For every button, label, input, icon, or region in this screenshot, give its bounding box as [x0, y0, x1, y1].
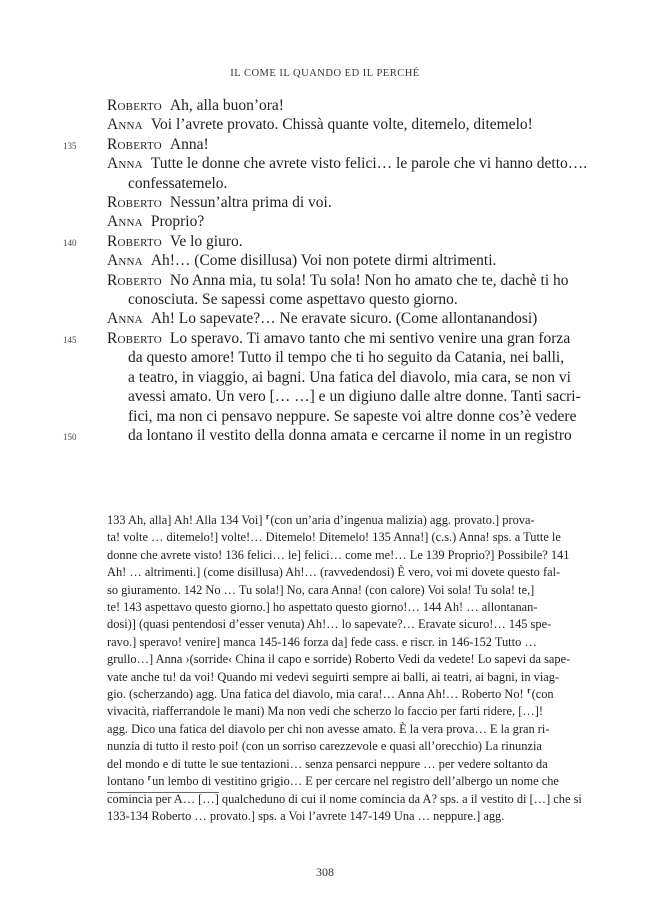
apparatus-line: comincia per A… […] qualcheduno di cui il nome comincia da A? sps. a il vestito di […] che si: [107, 791, 582, 806]
dialogue-speech: Ah! Lo sapevate?… Ne eravate sicuro. (Come allontanandosi): [150, 310, 538, 328]
dialogue-speech: Ah, alla buon’ora!: [169, 97, 284, 114]
dialogue-line: [63, 135, 539, 154]
dialogue-text: [63, 96, 588, 445]
dialogue-speech: Anna!: [169, 135, 209, 153]
apparatus-line: te! 143 aspettavo questo giorno.] ho aspettato questo giorno!… 144 Ah! … allontanan-: [107, 600, 538, 615]
speaker-name: Roberto: [107, 135, 162, 153]
apparatus-line: vivacità, riafferrandole le mani) Ma non vedi che scherzo lo faccio per farti ridere, […]!: [107, 704, 543, 719]
apparatus-line: lontano ⸢un lembo di vestitino grigio… E per cercare nel registro dell’albergo un nome che: [107, 774, 559, 789]
apparatus-line: del mondo e di tutte le sue tentazioni… senza pensarci neppure … per vedere soltanto da: [107, 756, 548, 771]
dialogue-speech: Ah!… (Come disillusa) Voi non potete dirmi altrimenti.: [150, 252, 497, 270]
dialogue-line: [63, 232, 539, 251]
speaker-name: Roberto: [107, 97, 162, 114]
dialogue-line: [107, 309, 539, 328]
line-number: 135: [63, 140, 77, 151]
dialogue-speech: Nessun’altra prima di voi.: [169, 194, 332, 212]
dialogue-line: [107, 290, 539, 309]
speaker-name: Anna: [107, 252, 143, 270]
dialogue-line: [63, 426, 572, 445]
dialogue-line: [107, 96, 539, 115]
apparatus-line: vate anche tu! da voi! Quando mi vedevi seguirti sempre ai balli, ai teatri, ai bagni, in viag-: [107, 669, 560, 684]
line-number: 140: [63, 237, 77, 248]
apparatus-line: Ah! … altrimenti.] (come disillusa) Ah!… (ravvedendosi) È vero, voi mi dovete questo fal-: [107, 565, 561, 580]
line-number: 145: [63, 334, 77, 345]
apparatus-line: grullo…] Anna ›(sorride‹ China il capo e sorride) Roberto Vedi da vedete! Lo sapevi da sape-: [107, 652, 571, 667]
dialogue-speech: Ve lo giuro.: [169, 232, 243, 250]
apparatus-line: ta! volte … ditemelo!] volte!… Ditemelo! Ditemelo! 135 Anna!] (c.s.) Anna! sps. a Tutte le: [107, 530, 561, 545]
dialogue-line: [107, 174, 539, 193]
speaker-name: Roberto: [107, 271, 162, 289]
dialogue-speech: da lontano il vestito della donna amata e cercarne il nome in un registro: [128, 426, 572, 444]
dialogue-line: [107, 407, 577, 426]
dialogue-speech: a teatro, in viaggio, ai bagni. Una fatica del diavolo, mia cara, se non vi: [128, 368, 571, 386]
apparatus-line: donne che avrete visto! 136 felici… le] felici… come me!… Le 139 Proprio?] Possibile? 141: [107, 547, 570, 562]
dialogue-speech: confessatemelo.: [128, 174, 228, 192]
dialogue-line: [107, 193, 539, 212]
apparatus-line: 133 Ah, alla] Ah! Alla 134 Voi] ⸢(con un’aria d’ingenua malizia) agg. provato.] prova-: [107, 513, 535, 527]
dialogue-speech: conosciuta. Se sapessi come aspettavo questo giorno.: [128, 291, 458, 309]
dialogue-line: [107, 115, 539, 134]
dialogue-speech: Tutte le donne che avrete visto felici… le parole che vi hanno detto….: [150, 155, 588, 173]
dialogue-speech: avessi amato. Un vero [… …] e un digiuno dalle altre donne. Tanti sacri-: [128, 388, 581, 406]
speaker-name: Anna: [107, 213, 143, 231]
apparatus-line: gio. (scherzando) agg. Una fatica del diavolo, mia cara!… Anna Ah!… Roberto No! ⸢(con: [107, 687, 554, 702]
speaker-name: Roberto: [107, 232, 162, 250]
dialogue-line: [107, 251, 539, 270]
dialogue-speech: Voi l’avrete provato. Chissà quante volte, ditemelo, ditemelo!: [150, 116, 533, 134]
dialogue-line: [107, 271, 569, 290]
dialogue-speech: da questo amore! Tutto il tempo che ti ho seguito da Catania, nei balli,: [128, 349, 565, 367]
dialogue-speech: fici, ma non ci pensavo neppure. Se sapeste voi altre donne cos’è vedere: [128, 407, 577, 425]
apparatus-line: ravo.] speravo! venire] manca 145-146 forza da] fede cass. e riscr. in 146-152 Tutto …: [107, 634, 537, 649]
page-number: 308: [316, 865, 334, 879]
speaker-name: Anna: [107, 116, 143, 134]
apparatus-line: nunzia di tutto il resto poi! (con un sorriso carezzevole e quasi all’orecchio) La rinunzia: [107, 739, 542, 754]
footnote: 133-134 Roberto … provato.] sps. a Voi l’avrete 147-149 Una … neppure.] agg.: [107, 809, 505, 823]
running-head: IL COME IL QUANDO ED IL PERCHÉ: [230, 68, 420, 79]
critical-apparatus: [107, 512, 582, 808]
dialogue-speech: Proprio?: [150, 213, 205, 231]
apparatus-line: agg. Dico una fatica del diavolo per chi non avesse amato. È la vera prova… E la gran ri-: [107, 721, 550, 736]
apparatus-line: so giuramento. 142 No … Tu sola!] No, cara Anna! (con calore) Voi sola! Tu sola! te,]: [107, 582, 535, 597]
line-number: 150: [63, 431, 77, 442]
dialogue-line: [107, 154, 588, 173]
dialogue-line: [63, 329, 571, 348]
dialogue-line: [107, 368, 571, 387]
apparatus-line: dosi)] (quasi pentendosi d’esser venuta) Ah!… lo sapevate?… Eravate sicuro!… 145 spe-: [107, 617, 552, 632]
footnote-rule: [107, 792, 219, 793]
dialogue-speech: Lo speravo. Ti amavo tanto che mi sentivo venire una gran forza: [169, 329, 571, 347]
dialogue-line: [107, 212, 539, 231]
dialogue-line: [107, 348, 565, 367]
speaker-name: Roberto: [107, 194, 162, 212]
speaker-name: Anna: [107, 310, 143, 328]
dialogue-line: [107, 387, 581, 406]
speaker-name: Roberto: [107, 329, 162, 347]
speaker-name: Anna: [107, 155, 143, 173]
dialogue-speech: No Anna mia, tu sola! Tu sola! Non ho amato che te, dachè ti ho: [169, 271, 569, 289]
